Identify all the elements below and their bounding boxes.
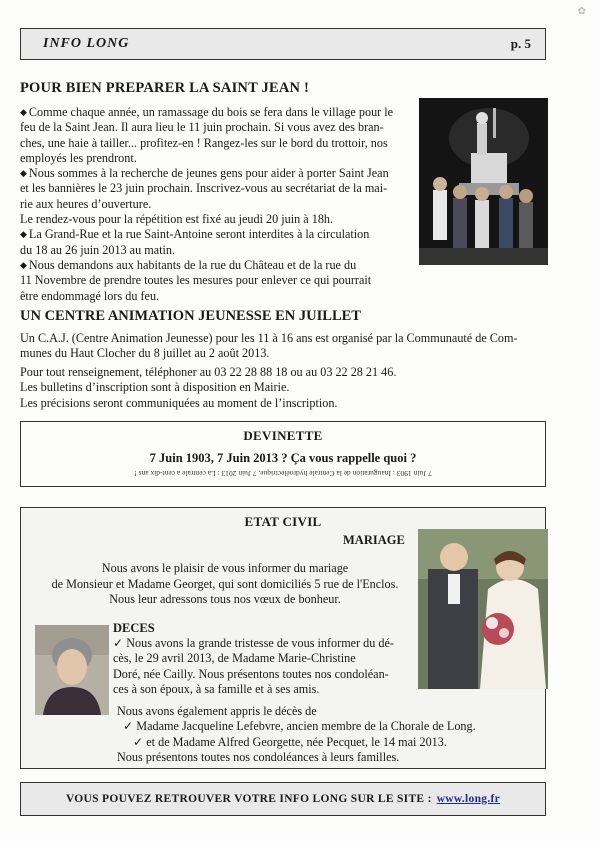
page-header xyxy=(20,28,546,60)
text-line: La Grand-Rue et la rue Saint-Antoine seront interdites à la circulation xyxy=(28,227,370,242)
text-line: 11 Novembre de prendre toutes les mesures pour enlever ce qui pourrait xyxy=(20,273,372,288)
bullet-icon: ◆ xyxy=(20,259,27,270)
text-line: cès, le 29 avril 2013, de Madame Marie-Christine xyxy=(113,651,356,666)
etat-civil-title: ETAT CIVIL xyxy=(244,514,322,529)
bullet-icon: ◆ xyxy=(20,107,27,117)
text-line: ches, une haie à tailler... profitez-en ! Rangez-les sur le bord du trottoir, nos xyxy=(20,135,388,150)
text-line: Comme chaque année, un ramassage du bois se fera dans le village pour le xyxy=(28,105,394,119)
caj-intro xyxy=(20,331,540,362)
caj-heading: UN CENTRE ANIMATION JEUNESSE EN JUILLET xyxy=(20,308,361,324)
text-line: Pour tout renseignement, téléphoner au 03 22 28 88 18 ou au 03 22 28 21 46. xyxy=(20,365,397,379)
etat-civil-box xyxy=(20,507,546,769)
text-line: feu de la Saint Jean. Il aura lieu le 11 juin prochain. Si vous avez des bran- xyxy=(20,120,384,135)
text-line: du 18 au 26 juin 2013 au matin. xyxy=(20,242,176,257)
text-line: Nous avons également appris le décès de xyxy=(117,704,317,718)
text-line: Nous présentons toutes nos condoléances à leurs familles. xyxy=(117,749,400,764)
text-line: munes du Haut Clocher du 8 juillet au 2 août 2013. xyxy=(20,346,270,361)
caj-details xyxy=(20,365,540,411)
text-line: Doré, née Cailly. Nous présentons toutes nos condoléan- xyxy=(113,666,389,681)
page-number: p. 5 xyxy=(510,36,531,51)
corner-flower-icon: ✿ xyxy=(577,6,586,17)
deces-heading: DECES xyxy=(113,621,155,635)
text-line: ✓ Nous avons la grande tristesse de vous informer du dé- xyxy=(113,636,394,650)
text-line: ✓ et de Madame Alfred Georgette, née Pecquet, le 14 mai 2013. xyxy=(133,734,447,749)
text-line: et les bannières le 23 juin prochain. Inscrivez-vous au secrétariat de la mai- xyxy=(20,181,388,196)
text-line: Le rendez-vous pour la répétition est fixé au jeudi 20 juin à 18h. xyxy=(20,212,334,227)
devinette-question: 7 Juin 1903, 7 Juin 2013 ? Ça vous rappelle quoi ? xyxy=(149,451,417,465)
portrait-illustration xyxy=(35,625,109,715)
mariage-heading: MARIAGE xyxy=(343,533,405,547)
text-line: Les précisions seront communiquées au moment de l’inscription. xyxy=(20,395,338,410)
devinette-answer-upside-down: 7 Juin 1903 : Inauguration de la Centrale hydroélectrique, 7 Juin 2013 : La centrale a cent-dix ans ! xyxy=(134,469,432,478)
bullet-icon: ◆ xyxy=(20,229,27,240)
text-line: Un C.A.J. (Centre Animation Jeunesse) pour les 11 à 16 ans est organisé par la Communauté de Com- xyxy=(20,331,518,345)
text-line: Les bulletins d’inscription sont à disposition en Mairie. xyxy=(20,380,290,395)
footer-text: VOUS POUVEZ RETROUVER VOTRE INFO LONG SUR LE SITE : xyxy=(65,793,432,805)
website-link[interactable]: www.long.fr xyxy=(436,793,501,805)
wedding-couple-photo xyxy=(418,529,548,689)
text-line: être endommagé lors du feu. xyxy=(20,288,160,303)
text-line: employés les prendront. xyxy=(20,150,137,165)
text-line: Nous leur adressons tous nos vœux de bonheur. xyxy=(109,592,341,606)
text-line: Nous demandons aux habitants de la rue du Château et de la rue du xyxy=(28,257,357,272)
devinette-title: DEVINETTE xyxy=(243,428,323,443)
text-line: Nous avons le plaisir de vous informer du mariage xyxy=(101,561,349,575)
wedding-illustration xyxy=(418,529,548,689)
bullet-icon: ◆ xyxy=(20,168,27,179)
deces-text xyxy=(113,636,415,697)
mariage-text xyxy=(35,561,415,608)
text-line: Nous sommes à la recherche de jeunes gens pour aider à porter Saint Jean xyxy=(28,166,389,181)
deceased-portrait-photo xyxy=(35,625,109,715)
other-deaths-text xyxy=(117,704,537,765)
saint-jean-heading: POUR BIEN PREPARER LA SAINT JEAN ! xyxy=(20,80,310,96)
text-line: rie aux heures d’ouverture. xyxy=(20,196,152,211)
bulletin-title: INFO LONG xyxy=(43,36,130,51)
text-line: de Monsieur et Madame Georget, qui sont domiciliés 5 rue de l'Enclos. xyxy=(51,576,399,591)
text-line: ✓ Madame Jacqueline Lefebvre, ancien membre de la Chorale de Long. xyxy=(123,719,476,734)
footer-banner xyxy=(20,782,546,816)
text-line: ces à son époux, à sa famille et à ses amis. xyxy=(113,681,320,696)
procession-illustration xyxy=(419,98,548,265)
devinette-box xyxy=(20,421,546,487)
saint-jean-procession-photo xyxy=(419,98,548,265)
saint-jean-text xyxy=(20,105,410,304)
